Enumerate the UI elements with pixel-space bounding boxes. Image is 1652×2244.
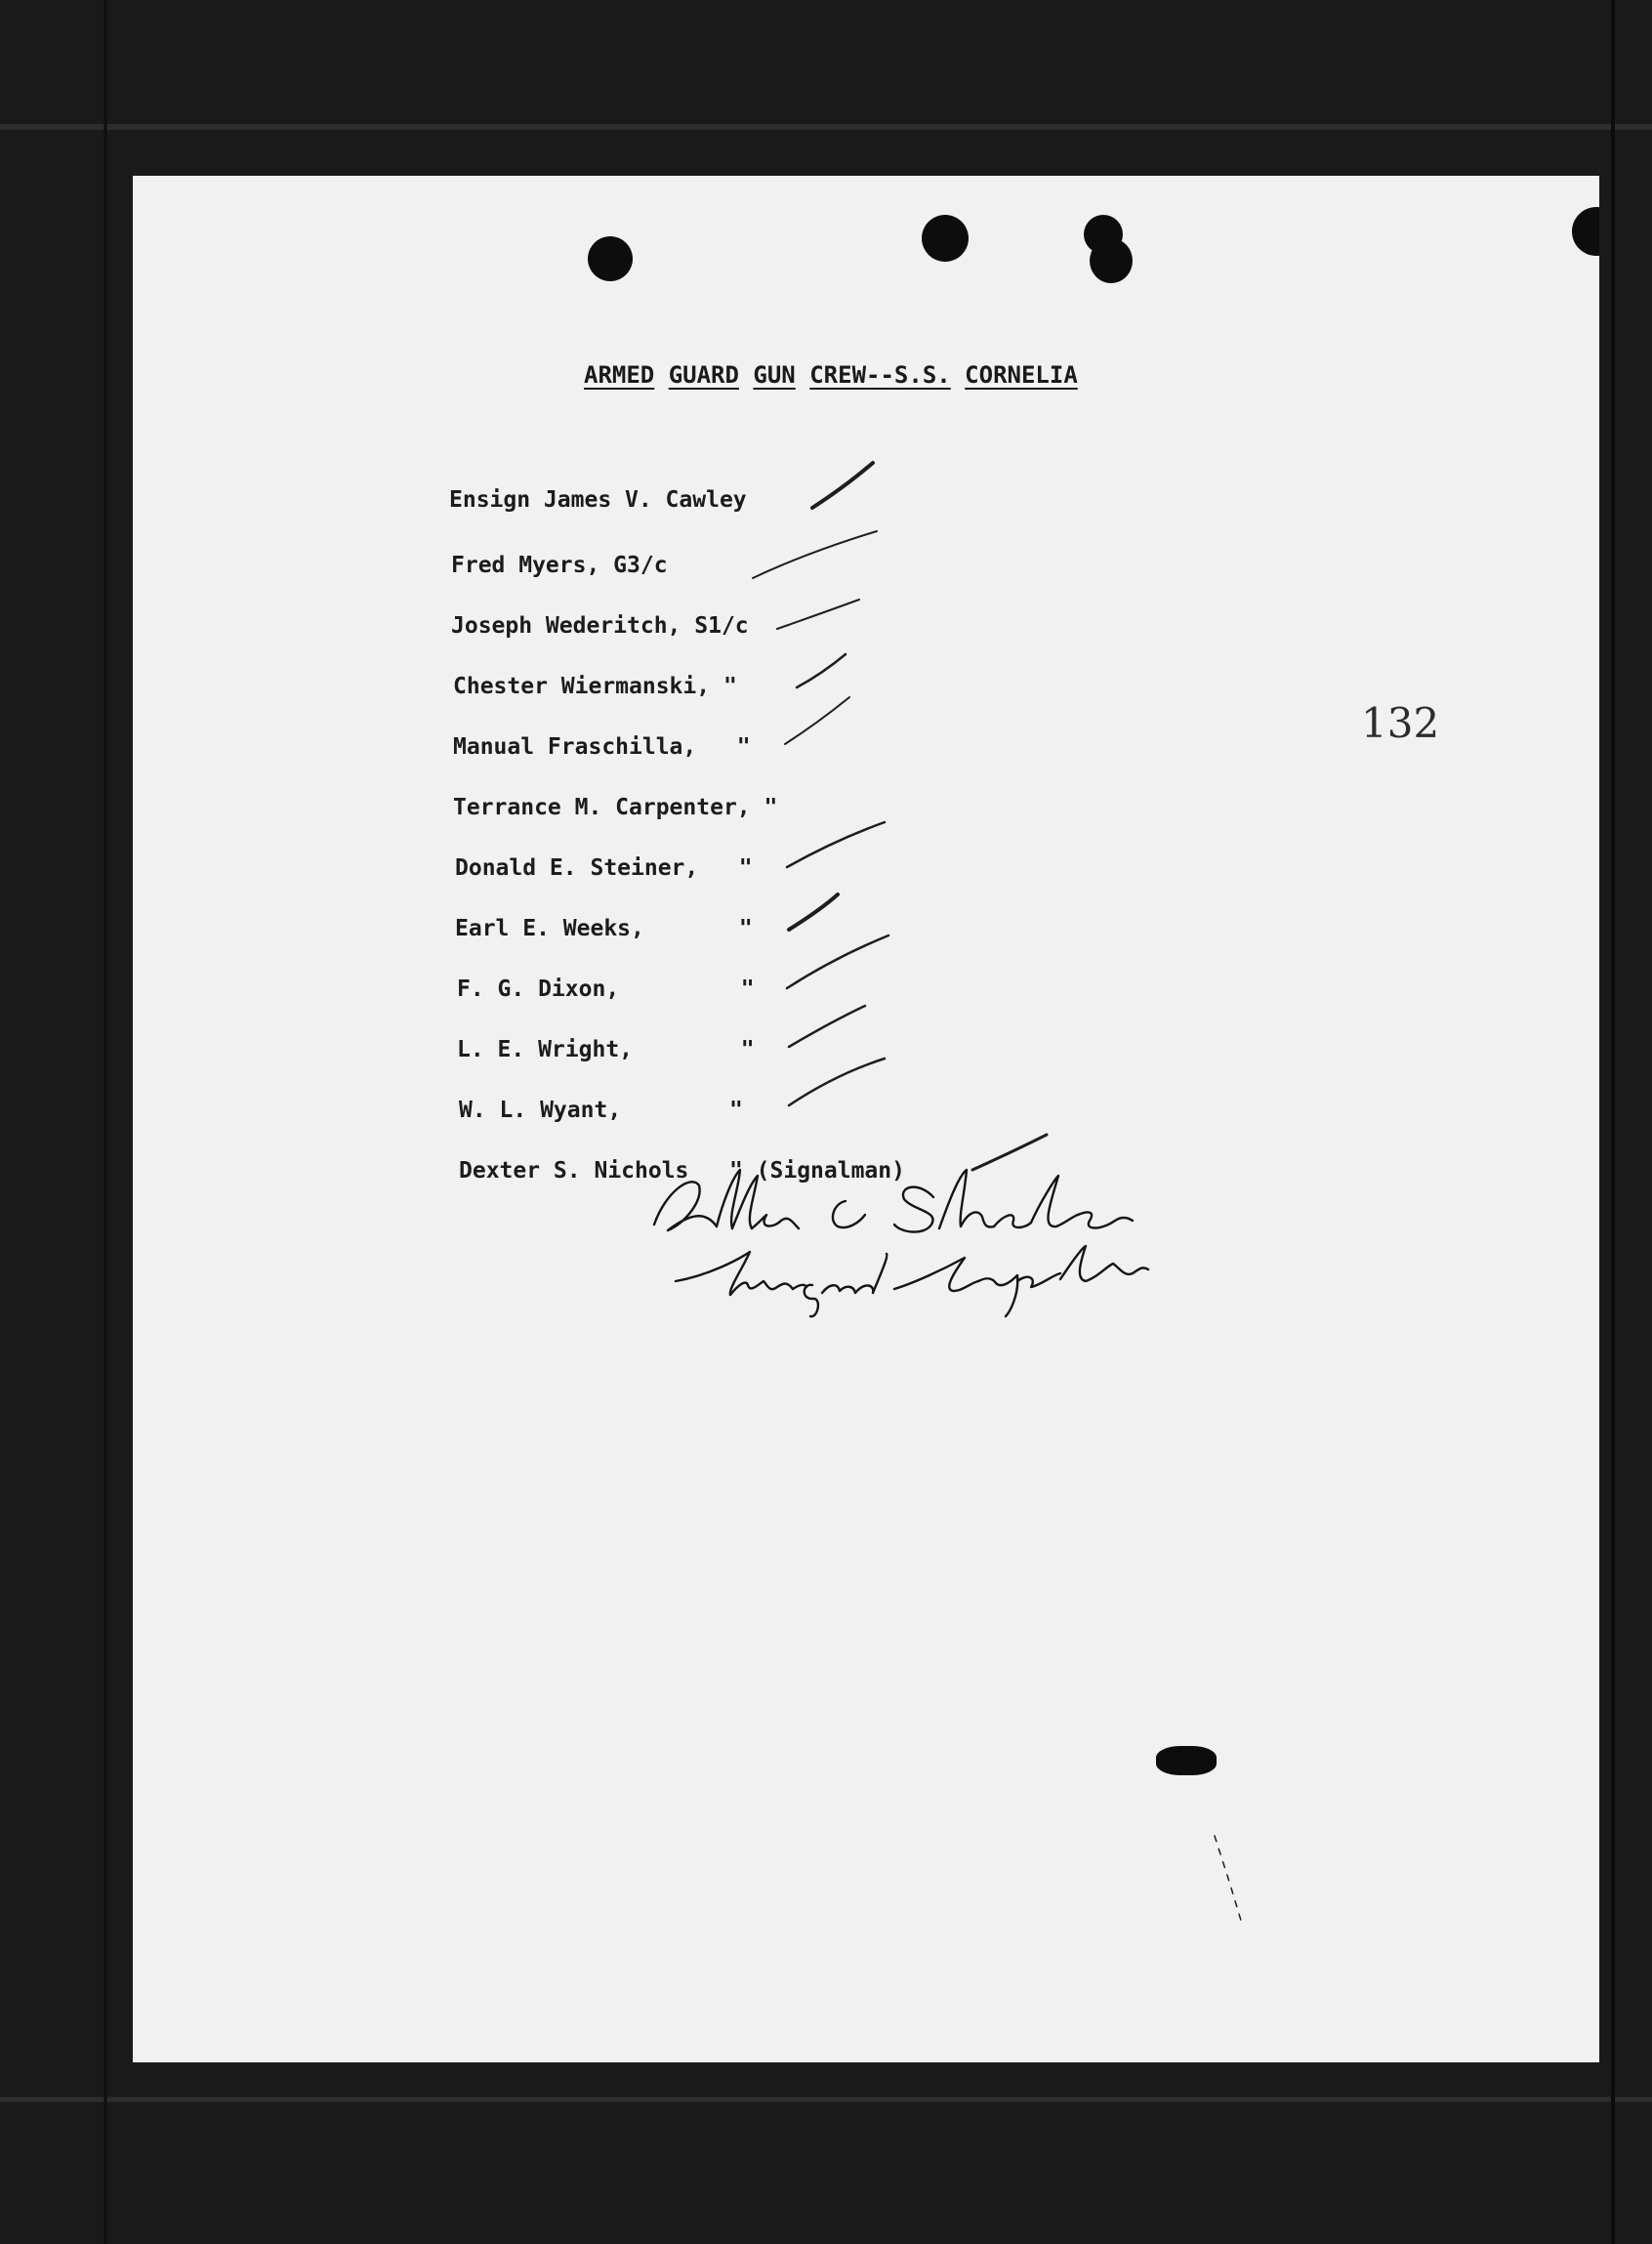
crew-member: Ensign James V. Cawley	[449, 487, 747, 513]
crew-member: Terrance M. Carpenter, "	[453, 795, 778, 820]
crew-member: F. G. Dixon, "	[457, 977, 755, 1002]
crew-member: Chester Wiermanski, "	[453, 674, 737, 699]
inspector-signature	[133, 176, 1599, 2062]
page-number: 132	[1361, 699, 1440, 747]
crew-member: Dexter S. Nichols " (Signalman)	[459, 1158, 905, 1184]
crew-member: Earl E. Weeks, "	[455, 916, 753, 941]
document-page	[133, 176, 1599, 2062]
crew-member: Joseph Wederitch, S1/c	[451, 613, 749, 639]
crew-member: W. L. Wyant, "	[459, 1098, 743, 1123]
crew-member: L. E. Wright, "	[457, 1037, 755, 1062]
crew-member: Fred Myers, G3/c	[451, 553, 668, 578]
document-title: ARMED GUARD GUN CREW--S.S. CORNELIA	[584, 361, 1078, 389]
crew-member: Donald E. Steiner, "	[455, 855, 753, 881]
crew-member: Manual Fraschilla, "	[453, 734, 751, 760]
